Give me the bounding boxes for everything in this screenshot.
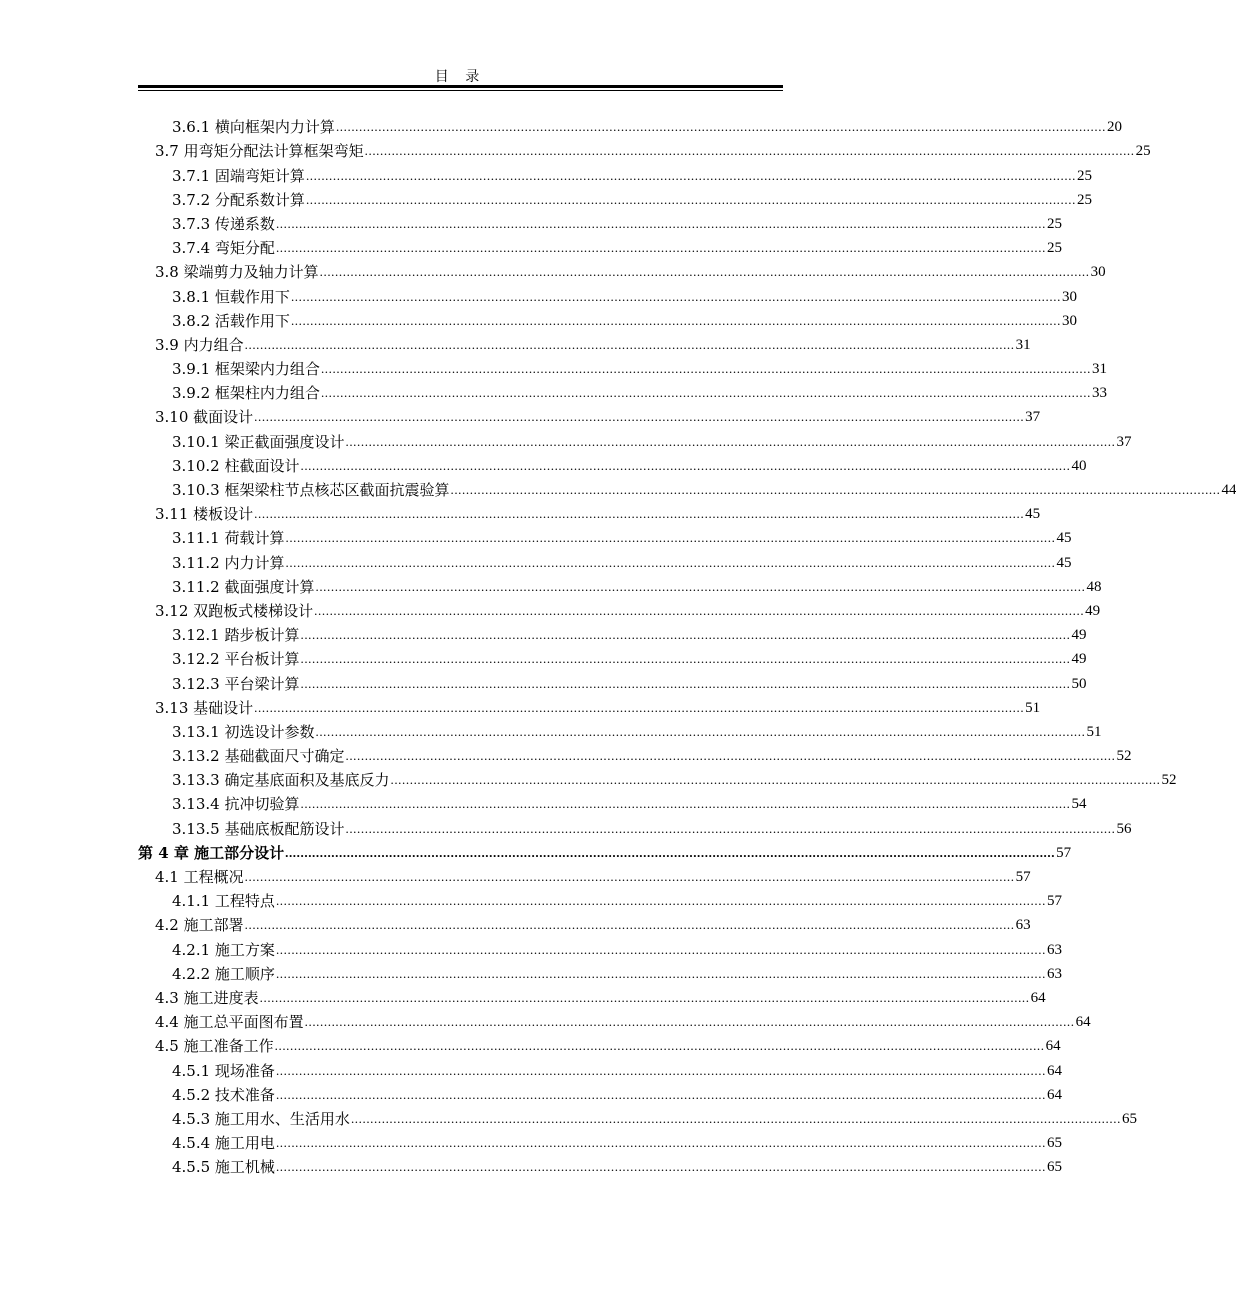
toc-entry-title: 3.12.2 平台板计算 xyxy=(172,650,300,669)
toc-entry-page-number: 40 xyxy=(1071,457,1087,474)
toc-entry-title: 3.11.1 荷载计算 xyxy=(172,529,285,548)
toc-entry-title: 4.3 施工进度表 xyxy=(155,988,259,1007)
toc-entry-title: 3.7.3 传递系数 xyxy=(172,214,275,233)
toc-entry-page-number: 51 xyxy=(1025,699,1041,716)
dot-leader: ........................................................................................................................................................................................................ xyxy=(300,796,1071,812)
toc-entry-title: 3.8.1 恒载作用下 xyxy=(172,287,290,306)
dot-leader: ........................................................................................................................................................................................................ xyxy=(275,240,1046,256)
toc-entry-title: 3.11 楼板设计 xyxy=(155,505,254,524)
toc-entry-title: 3.8.2 活载作用下 xyxy=(172,311,290,330)
table-of-contents xyxy=(138,113,1236,1177)
toc-entry[interactable] xyxy=(138,524,1072,548)
toc-entry[interactable] xyxy=(138,742,1132,766)
toc-entry[interactable] xyxy=(138,573,1102,597)
toc-entry[interactable] xyxy=(138,331,1031,355)
toc-entry[interactable] xyxy=(138,960,1062,984)
toc-entry-page-number: 20 xyxy=(1106,119,1122,136)
dot-leader: ........................................................................................................................................................................................................ xyxy=(390,772,1161,788)
toc-entry-page-number: 57 xyxy=(1015,869,1031,885)
toc-entry-page-number: 49 xyxy=(1071,651,1087,668)
toc-entry-page-number: 31 xyxy=(1091,361,1107,378)
toc-entry-title: 3.7.1 固端弯矩计算 xyxy=(172,166,305,185)
toc-entry-page-number: 64 xyxy=(1046,1062,1062,1079)
toc-entry-page-number: 50 xyxy=(1071,675,1087,692)
toc-entry[interactable] xyxy=(138,113,1122,137)
toc-entry[interactable] xyxy=(138,1032,1061,1056)
dot-leader: ........................................................................................................................................................................................................ xyxy=(335,119,1106,135)
dot-leader: ........................................................................................................................................................................................................ xyxy=(315,578,1086,594)
toc-entry[interactable] xyxy=(138,1129,1062,1153)
toc-entry-title: 3.13.5 基础底板配筋设计 xyxy=(172,819,345,838)
toc-entry-page-number: 25 xyxy=(1076,167,1092,184)
dot-leader: ........................................................................................................................................................................................................ xyxy=(275,893,1046,909)
toc-entry[interactable] xyxy=(138,814,1132,838)
toc-entry-title: 4.1.1 工程特点 xyxy=(172,892,275,911)
toc-entry[interactable] xyxy=(138,234,1062,258)
dot-leader: ........................................................................................................................................................................................................ xyxy=(275,941,1046,957)
toc-entry-page-number: 52 xyxy=(1161,772,1177,789)
toc-entry-page-number: 45 xyxy=(1056,554,1072,571)
toc-entry-page-number: 31 xyxy=(1015,336,1031,353)
toc-entry-title: 4.2.1 施工方案 xyxy=(172,940,275,959)
toc-entry-page-number: 64 xyxy=(1030,989,1046,1006)
toc-entry-title: 3.10.3 框架梁柱节点核芯区截面抗震验算 xyxy=(172,481,450,499)
dot-leader: ........................................................................................................................................................................................................ xyxy=(254,506,1025,522)
toc-entry-page-number: 25 xyxy=(1046,240,1062,257)
toc-entry-page-number: 57 xyxy=(1046,893,1062,910)
toc-entry-title: 3.11.2 内力计算 xyxy=(172,553,285,572)
toc-entry-title: 3.9.2 框架柱内力组合 xyxy=(172,384,320,403)
dot-leader: ........................................................................................................................................................................................................ xyxy=(314,602,1085,618)
dot-leader: ........................................................................................................................................................................................................ xyxy=(244,917,1015,933)
dot-leader: ........................................................................................................................................................................................................ xyxy=(290,288,1061,304)
toc-entry-title: 3.9.1 框架梁内力组合 xyxy=(172,360,320,379)
toc-entry-page-number: 63 xyxy=(1046,965,1062,982)
toc-entry[interactable] xyxy=(138,984,1046,1008)
dot-leader: ........................................................................................................................................................................................................ xyxy=(364,143,1135,159)
dot-leader: ........................................................................................................................................................................................................ xyxy=(450,482,1221,497)
dot-leader: ........................................................................................................................................................................................................ xyxy=(319,264,1090,280)
toc-entry-page-number: 64 xyxy=(1046,1086,1062,1103)
toc-entry-page-number: 49 xyxy=(1071,627,1087,644)
toc-entry[interactable] xyxy=(138,790,1087,814)
dot-leader: ........................................................................................................................................................................................................ xyxy=(300,675,1071,691)
toc-entry[interactable] xyxy=(138,282,1077,306)
dot-leader: ........................................................................................................................................................................................................ xyxy=(290,312,1061,328)
toc-entry-page-number: 63 xyxy=(1046,941,1062,958)
toc-entry-title: 3.10.2 柱截面设计 xyxy=(172,456,300,475)
dot-leader: ........................................................................................................................................................................................................ xyxy=(275,215,1046,231)
dot-leader: ........................................................................................................................................................................................................ xyxy=(320,361,1091,377)
dot-leader: ........................................................................................................................................................................................................ xyxy=(315,723,1086,739)
toc-entry[interactable] xyxy=(138,1081,1062,1105)
toc-entry[interactable] xyxy=(138,669,1087,693)
dot-leader: ........................................................................................................................................................................................................ xyxy=(300,457,1071,473)
toc-entry-title: 3.7.4 弯矩分配 xyxy=(172,239,275,258)
toc-entry-page-number: 30 xyxy=(1090,264,1106,281)
dot-leader: ........................................................................................................................................................................................................ xyxy=(320,385,1091,401)
toc-entry[interactable] xyxy=(138,427,1132,451)
dot-leader: ........................................................................................................................................................................................................ xyxy=(345,820,1116,836)
dot-leader: ........................................................................................................................................................................................................ xyxy=(350,1110,1121,1126)
toc-entry[interactable] xyxy=(138,403,1041,427)
dot-leader: ........................................................................................................................................................................................................ xyxy=(305,167,1076,183)
dot-leader: ........................................................................................................................................................................................................ xyxy=(300,651,1071,667)
toc-entry-title: 3.9 内力组合 xyxy=(155,335,244,354)
header-rule-thick xyxy=(138,85,783,88)
toc-entry-title: 3.7 用弯矩分配法计算框架弯矩 xyxy=(155,142,364,161)
toc-entry-page-number: 30 xyxy=(1061,288,1077,305)
toc-entry-title: 4.5.1 现场准备 xyxy=(172,1061,275,1080)
toc-entry[interactable] xyxy=(138,839,1072,863)
toc-entry-title: 4.4 施工总平面图布置 xyxy=(155,1013,304,1032)
toc-entry-title: 3.13.2 基础截面尺寸确定 xyxy=(172,747,345,766)
toc-entry-title: 4.1 工程概况 xyxy=(155,868,244,886)
toc-entry-page-number: 25 xyxy=(1076,191,1092,208)
dot-leader: ........................................................................................................................................................................................................ xyxy=(275,1159,1046,1175)
dot-leader: ........................................................................................................................................................................................................ xyxy=(345,748,1116,764)
toc-entry-page-number: 56 xyxy=(1116,820,1132,837)
toc-entry[interactable] xyxy=(138,1056,1062,1080)
dot-leader: ........................................................................................................................................................................................................ xyxy=(275,1062,1046,1078)
toc-entry-title: 3.13.4 抗冲切验算 xyxy=(172,795,300,814)
toc-entry[interactable] xyxy=(138,887,1062,911)
toc-entry[interactable] xyxy=(138,307,1077,331)
toc-entry-title: 4.2 施工部署 xyxy=(155,916,244,935)
toc-entry-page-number: 45 xyxy=(1056,530,1072,547)
dot-leader: ........................................................................................................................................................................................................ xyxy=(345,433,1116,449)
toc-entry-title: 4.2.2 施工顺序 xyxy=(172,964,275,983)
toc-entry-title: 3.12.1 踏步板计算 xyxy=(172,626,300,645)
toc-entry-page-number: 64 xyxy=(1045,1038,1061,1055)
toc-entry[interactable] xyxy=(138,476,1236,500)
toc-entry-page-number: 51 xyxy=(1086,723,1102,740)
toc-entry-page-number: 33 xyxy=(1091,385,1107,402)
toc-entry[interactable] xyxy=(138,863,1031,887)
toc-entry[interactable] xyxy=(138,258,1106,282)
toc-entry-page-number: 65 xyxy=(1046,1159,1062,1176)
toc-entry-title: 3.7.2 分配系数计算 xyxy=(172,190,305,209)
toc-entry-page-number: 25 xyxy=(1046,215,1062,232)
toc-entry[interactable] xyxy=(138,718,1102,742)
dot-leader: ........................................................................................................................................................................................................ xyxy=(275,965,1046,981)
toc-entry[interactable] xyxy=(138,694,1041,718)
dot-leader: ........................................................................................................................................................................................................ xyxy=(305,191,1076,207)
toc-entry-title: 第 4 章 施工部分设计 xyxy=(138,843,285,862)
dot-leader: ........................................................................................................................................................................................................ xyxy=(304,1014,1075,1030)
toc-entry-title: 3.13.3 确定基底面积及基底反力 xyxy=(172,771,390,790)
toc-entry[interactable] xyxy=(138,161,1092,185)
toc-entry-title: 4.5.3 施工用水、生活用水 xyxy=(172,1109,350,1128)
toc-entry-title: 3.11.2 截面强度计算 xyxy=(172,577,315,596)
toc-entry-page-number: 54 xyxy=(1071,796,1087,813)
toc-entry[interactable] xyxy=(138,1008,1091,1032)
toc-entry-page-number: 45 xyxy=(1025,506,1041,523)
header-rule-thin xyxy=(138,90,783,91)
toc-entry-title: 3.13 基础设计 xyxy=(155,698,254,717)
toc-entry-title: 4.5.5 施工机械 xyxy=(172,1158,275,1177)
toc-entry-title: 3.8 梁端剪力及轴力计算 xyxy=(155,263,319,282)
toc-entry-page-number: 37 xyxy=(1025,409,1041,426)
toc-entry-title: 4.5.2 技术准备 xyxy=(172,1085,275,1104)
toc-entry[interactable] xyxy=(138,935,1062,959)
dot-leader: ........................................................................................................................................................................................................ xyxy=(285,844,1056,860)
dot-leader: ........................................................................................................................................................................................................ xyxy=(254,409,1025,425)
toc-entry-page-number: 64 xyxy=(1075,1014,1091,1031)
dot-leader: ........................................................................................................................................................................................................ xyxy=(274,1038,1045,1054)
toc-entry[interactable] xyxy=(138,597,1101,621)
toc-entry[interactable] xyxy=(138,1153,1062,1177)
toc-entry-page-number: 37 xyxy=(1116,433,1132,450)
toc-entry-page-number: 65 xyxy=(1046,1135,1062,1152)
toc-entry[interactable] xyxy=(138,766,1177,790)
dot-leader: ........................................................................................................................................................................................................ xyxy=(259,989,1030,1005)
toc-entry-page-number: 44 xyxy=(1221,482,1236,498)
toc-entry-page-number: 30 xyxy=(1061,312,1077,329)
toc-entry-title: 3.12 双跑板式楼梯设计 xyxy=(155,601,314,620)
toc-entry[interactable] xyxy=(138,210,1062,234)
dot-leader: ........................................................................................................................................................................................................ xyxy=(244,336,1015,352)
toc-entry-title: 3.10 截面设计 xyxy=(155,408,254,427)
toc-entry-page-number: 48 xyxy=(1086,578,1102,595)
dot-leader: ........................................................................................................................................................................................................ xyxy=(275,1086,1046,1102)
dot-leader: ........................................................................................................................................................................................................ xyxy=(300,627,1071,643)
toc-entry-page-number: 65 xyxy=(1121,1110,1137,1127)
dot-leader: ........................................................................................................................................................................................................ xyxy=(244,869,1015,884)
toc-entry[interactable] xyxy=(138,186,1092,210)
toc-entry-title: 3.6.1 横向框架内力计算 xyxy=(172,118,335,137)
dot-leader: ........................................................................................................................................................................................................ xyxy=(285,554,1056,570)
toc-entry-page-number: 57 xyxy=(1056,844,1072,861)
toc-entry[interactable] xyxy=(138,379,1107,403)
toc-entry-page-number: 49 xyxy=(1085,602,1101,619)
dot-leader: ........................................................................................................................................................................................................ xyxy=(254,699,1025,715)
page-header-title: 目 录 xyxy=(434,69,486,85)
toc-entry[interactable] xyxy=(138,911,1031,935)
toc-entry[interactable] xyxy=(138,1105,1137,1129)
toc-entry-title: 4.5 施工准备工作 xyxy=(155,1037,274,1056)
toc-entry-title: 3.10.1 梁正截面强度设计 xyxy=(172,432,345,451)
toc-entry-title: 3.13.1 初选设计参数 xyxy=(172,722,315,741)
toc-entry[interactable] xyxy=(138,452,1087,476)
toc-entry[interactable] xyxy=(138,500,1041,524)
toc-entry-title: 3.12.3 平台梁计算 xyxy=(172,674,300,693)
toc-entry-page-number: 52 xyxy=(1116,748,1132,765)
toc-entry[interactable] xyxy=(138,548,1072,572)
toc-entry[interactable] xyxy=(138,621,1087,645)
dot-leader: ........................................................................................................................................................................................................ xyxy=(275,1135,1046,1151)
toc-entry-page-number: 63 xyxy=(1015,917,1031,934)
toc-entry[interactable] xyxy=(138,137,1151,161)
dot-leader: ........................................................................................................................................................................................................ xyxy=(285,530,1056,546)
toc-entry-page-number: 25 xyxy=(1135,143,1151,160)
toc-entry[interactable] xyxy=(138,645,1087,669)
toc-entry[interactable] xyxy=(138,355,1107,379)
toc-entry-title: 4.5.4 施工用电 xyxy=(172,1134,275,1153)
